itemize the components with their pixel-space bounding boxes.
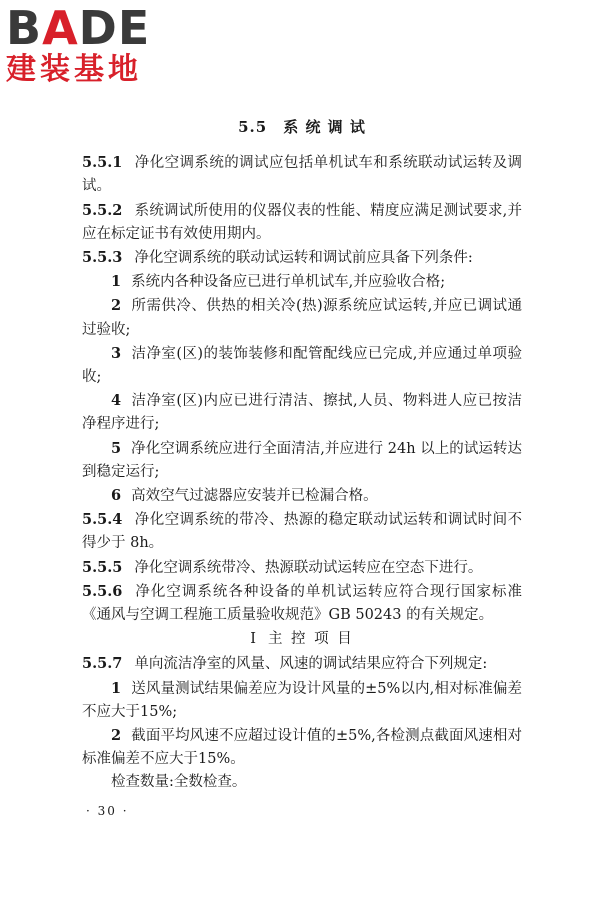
clause-number: 5.5.4 — [82, 511, 123, 529]
logo-subtitle: 建装基地 — [6, 52, 142, 87]
clause-5-5-3 — [82, 246, 522, 270]
requirement-number: 1 — [111, 679, 122, 697]
requirement-number: 2 — [111, 727, 122, 745]
condition-number: 2 — [111, 297, 122, 315]
logo-letter-b: B — [6, 1, 43, 55]
clause-text: 净化空调系统的调试应包括单机试车和系统联动试运转及调试。 — [82, 155, 522, 195]
clause-text: 单向流洁净室的风量、风速的调试结果应符合下列规定: — [134, 656, 488, 673]
condition-number: 5 — [111, 439, 122, 457]
condition-text: 系统内各种设备应已进行单机试车,并应验收合格; — [131, 274, 446, 291]
clause-5-5-6 — [82, 580, 522, 627]
condition-item — [82, 342, 522, 389]
clause-number: 5.5.6 — [82, 582, 123, 600]
clause-number: 5.5.3 — [82, 249, 123, 267]
condition-text: 洁净室(区)的装饰装修和配管配线应已完成,并应通过单项验收; — [82, 345, 522, 386]
section-number: 5.5 — [238, 118, 268, 136]
inspection-note: 检查数量:全数检查。 — [111, 774, 247, 791]
clause-text: 净化空调系统带冷、热源联动试运转应在空态下进行。 — [134, 559, 483, 576]
requirement-item — [82, 724, 522, 771]
clause-number: 5.5.7 — [82, 655, 123, 673]
condition-text: 高效空气过滤器应安装并已检漏合格。 — [131, 488, 378, 505]
clause-number: 5.5.2 — [82, 201, 123, 219]
clause-5-5-1 — [82, 151, 522, 198]
clause-5-5-2 — [82, 199, 522, 246]
condition-item — [82, 294, 522, 341]
section-title: 系 统 调 试 — [283, 118, 366, 136]
condition-number: 6 — [111, 487, 122, 505]
condition-number: 3 — [111, 344, 122, 362]
subsection-title: 主 控 项 目 — [267, 631, 354, 648]
condition-number: 1 — [111, 273, 122, 291]
page-number: · 30 · — [86, 804, 129, 818]
clause-text: 净化空调系统的带冷、热源的稳定联动试运转和调试时间不得少于 8h。 — [82, 512, 522, 552]
clause-5-5-7 — [82, 652, 522, 676]
clause-text: 净化空调系统各种设备的单机试运转应符合现行国家标准《通风与空调工程施工质量验收规范》GB 50243 的有关规定。 — [82, 583, 522, 624]
condition-text: 净化空调系统应进行全面清洁,并应进行 24h 以上的试运转达到稳定运行; — [82, 440, 522, 480]
logo-letters-de: DE — [78, 1, 151, 55]
clause-5-5-4 — [82, 508, 522, 555]
clause-number: 5.5.1 — [82, 154, 123, 172]
clause-text: 系统调试所使用的仪器仪表的性能、精度应满足测试要求,并应在标定证书有效使用期内。 — [82, 202, 522, 242]
condition-item — [82, 270, 522, 294]
document-body — [82, 116, 522, 795]
condition-number: 4 — [111, 392, 122, 410]
subsection-heading — [82, 628, 522, 651]
requirement-text: 截面平均风速不应超过设计值的±5%,各检测点截面风速相对标准偏差不应大于15%。 — [82, 728, 522, 768]
condition-item — [82, 484, 522, 508]
section-heading — [82, 116, 522, 139]
clause-number: 5.5.5 — [82, 558, 123, 576]
bade-logo — [6, 1, 176, 88]
logo-wordmark — [6, 1, 176, 55]
requirement-item — [82, 677, 522, 724]
requirement-text: 送风量测试结果偏差应为设计风量的±5%以内,相对标准偏差不应大于15%; — [82, 680, 522, 720]
condition-item — [82, 437, 522, 484]
subsection-number: Ⅰ — [250, 631, 258, 648]
condition-text: 洁净室(区)内应已进行清洁、擦拭,人员、物料进人应已按洁净程序进行; — [82, 393, 522, 433]
condition-item — [82, 389, 522, 436]
clause-5-5-5 — [82, 556, 522, 580]
condition-text: 所需供冷、供热的相关冷(热)源系统应试运转,并应已调试通过验收; — [82, 298, 522, 338]
logo-letter-a: A — [42, 1, 79, 55]
clause-text: 净化空调系统的联动试运转和调试前应具备下列条件: — [134, 250, 473, 267]
